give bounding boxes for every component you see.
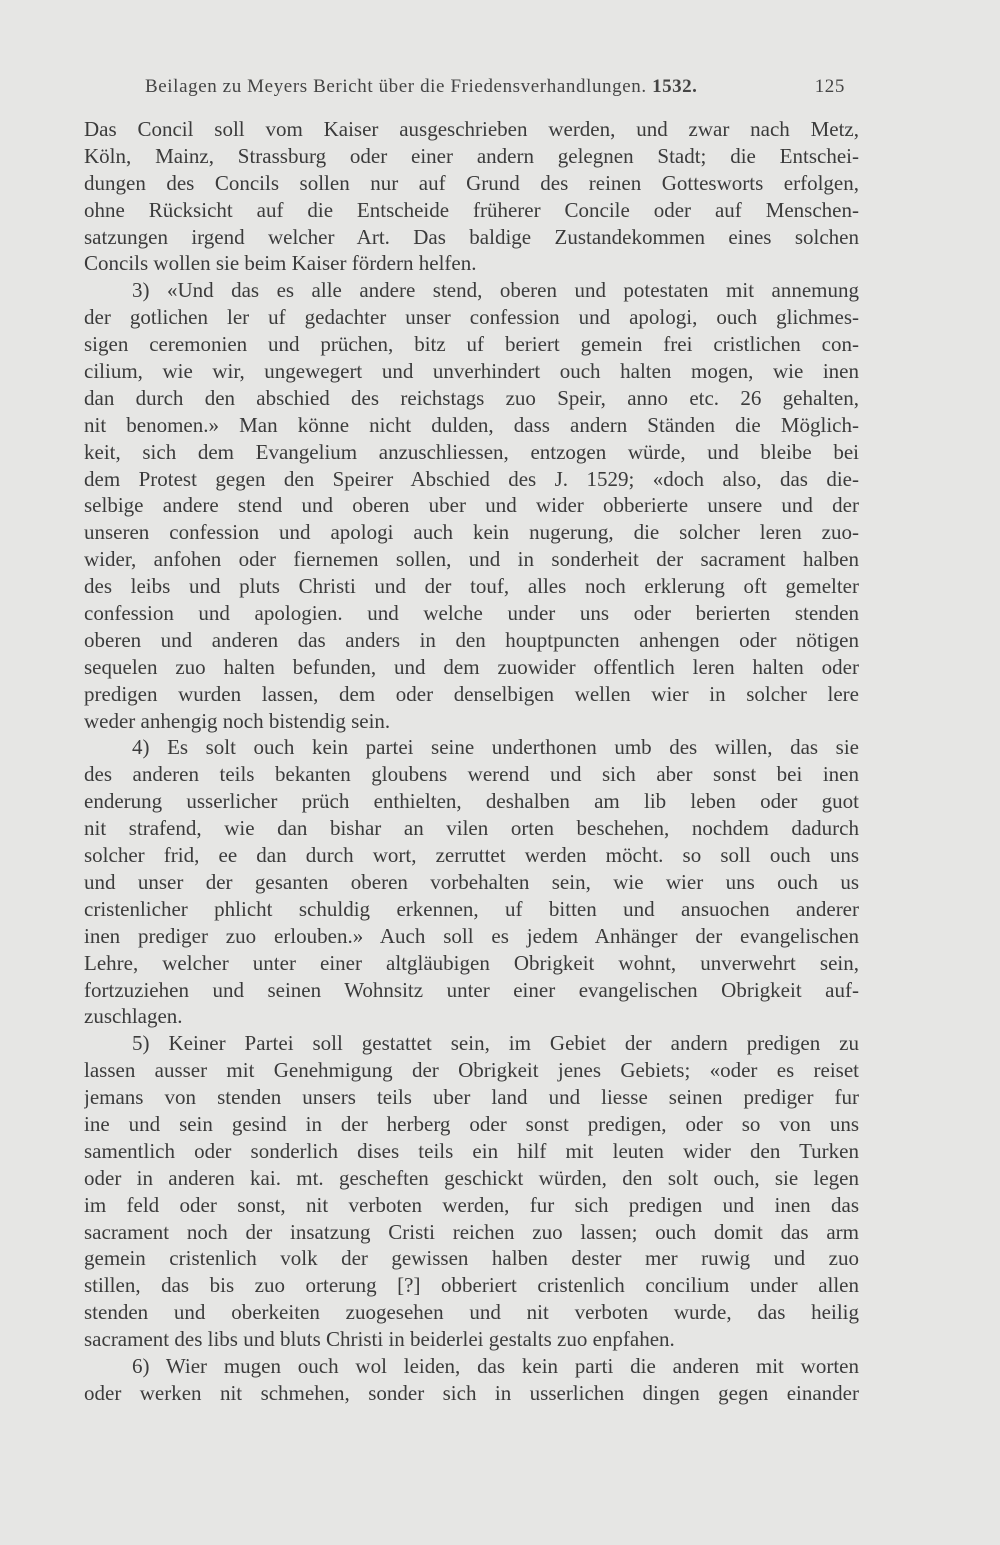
text-line: samentlich oder sonderlich dises teils ein hilf mit leuten wider den Turken (84, 1138, 859, 1163)
text-line: 6) Wier mugen ouch wol leiden, das kein parti die anderen mit worten (132, 1353, 859, 1378)
text-line: 3) «Und das es alle andere stend, oberen und potestaten mit annemung (132, 278, 859, 303)
text-line: zuschlagen. (84, 1004, 183, 1029)
text-line: des leibs und pluts Christi und der touf, alles noch erklerung oft gemelter (84, 574, 859, 599)
text-line: Köln, Mainz, Strassburg oder einer andern gelegnen Stadt; die Entschei- (84, 143, 859, 168)
paragraph (84, 734, 859, 1030)
text-line: oder in anderen kai. mt. gescheften geschickt würden, den solt ouch, sie legen (84, 1165, 859, 1190)
text-line: weder anhengig noch bistendig sein. (84, 708, 391, 733)
text-line: confession und apologien. und welche under uns oder berierten stenden (84, 601, 859, 626)
text-line: dem Protest gegen den Speirer Abschied des J. 1529; «doch also, das die- (84, 466, 859, 491)
text-line: enderung usserlicher prüch enthielten, deshalben am lib leben oder guot (84, 789, 859, 814)
text-line: fortzuziehen und seinen Wohnsitz unter einer evangelischen Obrigkeit auf- (84, 977, 859, 1002)
text-line: selbige andere stend und oberen uber und wider obberierte unsere und der (84, 493, 859, 518)
text-line: sigen ceremonien und prüchen, bitz uf beriert gemein frei cristlichen con- (84, 332, 859, 357)
text-line: Das Concil soll vom Kaiser ausgeschrieben werden, und zwar nach Metz, (84, 117, 859, 141)
paragraph (84, 1353, 859, 1407)
text-line: des anderen teils bekanten gloubens werend und sich aber sonst bei inen (84, 762, 859, 787)
text-line: solcher frid, ee dan durch wort, zerruttet werden möcht. so soll ouch uns (84, 843, 859, 868)
text-line: sacrament noch der insatzung Cristi reichen zuo lassen; ouch domit das arm (84, 1219, 859, 1244)
running-head-title (145, 76, 697, 98)
text-line: ine und sein gesind in der herberg oder sonst predigen, oder so von uns (84, 1111, 859, 1136)
text-line: stenden und oberkeiten zuogesehen und nit verboten wurde, das heilig (84, 1300, 859, 1325)
text-line: 4) Es solt ouch kein partei seine underthonen umb des willen, das sie (132, 735, 859, 760)
text-line: lassen ausser mit Genehmigung der Obrigkeit jenes Gebiets; «oder es reiset (84, 1058, 859, 1083)
text-line: sacrament des libs und bluts Christi in beiderlei gestalts zuo enpfahen. (84, 1327, 675, 1352)
text-line: Lehre, welcher unter einer altgläubigen Obrigkeit wohnt, unverwehrt sein, (84, 950, 859, 975)
text-line: dan durch den abschied des reichstags zuo Speir, anno etc. 26 gehalten, (84, 385, 859, 410)
running-head-year: 1532. (652, 76, 698, 97)
text-line: nit benomen.» Man könne nicht dulden, dass andern Ständen die Möglich- (84, 412, 859, 437)
text-line: jemans von stenden unsers teils uber land und liesse seinen prediger fur (84, 1085, 859, 1110)
body-text (84, 116, 859, 1407)
running-head-title-text: Beilagen zu Meyers Bericht über die Friedensverhandlungen. (145, 76, 647, 97)
paragraph (84, 277, 859, 734)
text-line: predigen wurden lassen, dem oder denselbigen wellen wier in solcher lere (84, 681, 859, 706)
text-line: wider, anfohen oder fiernemen sollen, und in sonderheit der sacrament halben (84, 547, 859, 572)
text-line: cilium, wie wir, ungewegert und unverhindert ouch halten mogen, wie inen (84, 359, 859, 384)
text-line: oder werken nit schmehen, sonder sich in usserlichen dingen gegen einander (84, 1380, 859, 1405)
text-line: dungen des Concils sollen nur auf Grund des reinen Gottesworts erfolgen, (84, 170, 859, 195)
text-line: gemein cristenlich volk der gewissen halben dester mer ruwig und zuo (84, 1246, 859, 1271)
page-number: 125 (814, 76, 845, 97)
text-line: stillen, das bis zuo orterung [?] obberiert cristenlich concilium under allen (84, 1273, 859, 1298)
text-line: der gotlichen ler uf gedachter unser confession und apologi, ouch glichmes- (84, 305, 859, 330)
text-line: im feld oder sonst, nit verboten werden, fur sich predigen und inen das (84, 1192, 859, 1217)
text-line: cristenlicher phlicht schuldig erkennen, uf bitten und ansuochen anderer (84, 896, 859, 921)
text-line: inen prediger zuo erlouben.» Auch soll es jedem Anhänger der evangelischen (84, 923, 859, 948)
text-line: 5) Keiner Partei soll gestattet sein, im Gebiet der andern predigen zu (132, 1031, 859, 1056)
text-line: Concils wollen sie beim Kaiser fördern helfen. (84, 251, 477, 276)
text-line: oberen und anderen das anders in den houptpuncten anhengen oder nötigen (84, 627, 859, 652)
paragraph (84, 1030, 859, 1353)
text-line: satzungen irgend welcher Art. Das baldige Zustandekommen eines solchen (84, 224, 859, 249)
text-line: sequelen zuo halten befunden, und dem zuowider offentlich leren halten oder (84, 654, 859, 679)
text-line: keit, sich dem Evangelium anzuschliessen, entzogen würde, und bleibe bei (84, 439, 859, 464)
text-line: nit strafend, wie dan bishar an vilen orten beschehen, nochdem dadurch (84, 816, 859, 841)
text-line: und unser der gesanten oberen vorbehalten sein, wie wier uns ouch us (84, 869, 859, 894)
paragraph (84, 116, 859, 277)
text-line: ohne Rücksicht auf die Entscheide früherer Concile oder auf Menschen- (84, 197, 859, 222)
running-head (145, 76, 845, 102)
text-line: unseren confession und apologi auch kein nugerung, die solcher leren zuo- (84, 520, 859, 545)
